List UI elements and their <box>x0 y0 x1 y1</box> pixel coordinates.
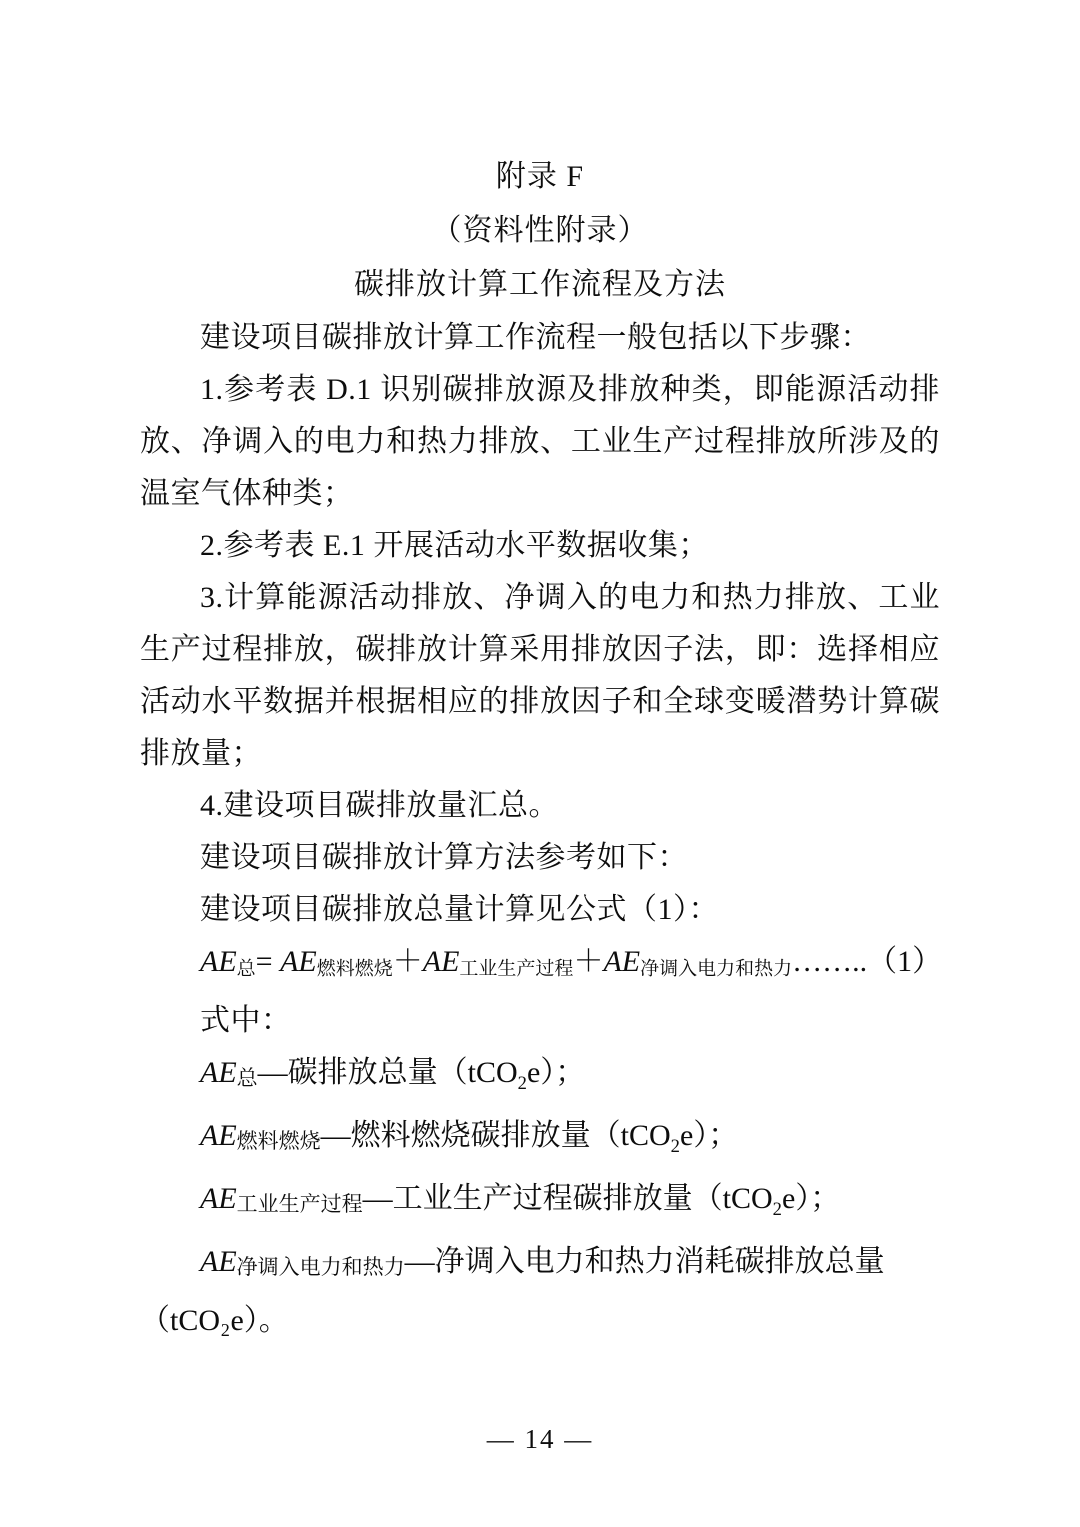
step-4: 4.建设项目碳排放量汇总。 <box>200 789 559 822</box>
definition-dash-total: — <box>257 1056 288 1090</box>
definition-unit-sub-fuel: 2 <box>670 1136 680 1158</box>
definition-dash-power: — <box>404 1245 435 1279</box>
appendix-label: 附录 F <box>495 160 585 193</box>
step-3: 3.计算能源活动排放、净调入的电力和热力排放、工业生产过程排放，碳排放计算采用排放因子法，即：选择相应活动水平数据并根据相应的排放因子和全球变暖潜势计算碳排放量； <box>140 581 940 770</box>
definition-fuel <box>140 1110 940 1173</box>
intro-paragraph: 建设项目碳排放计算工作流程一般包括以下步骤： <box>200 321 871 354</box>
formula-symbol-2: AE <box>280 945 317 978</box>
where-label: 式中： <box>200 1004 292 1038</box>
definition-tail-fuel: e）； <box>679 1119 739 1153</box>
definition-symbol-power: AE <box>200 1245 237 1279</box>
definition-sub-process: 工业生产过程 <box>236 1193 363 1217</box>
definition-dash-fuel: — <box>320 1119 351 1153</box>
definition-text-fuel: 燃料燃烧碳排放量（tCO <box>350 1119 671 1153</box>
definition-tail-process: e）； <box>781 1182 841 1216</box>
formula-sub-total: 总 <box>236 958 256 980</box>
step-1: 1.参考表 D.1 识别碳排放源及排放种类，即能源活动排放、净调入的电力和热力排放、工业生产过程排放所涉及的温室气体种类； <box>140 373 940 510</box>
appendix-type: （资料性附录） <box>431 214 649 247</box>
definition-power <box>140 1236 940 1294</box>
definition-tail-total: e）； <box>526 1056 586 1090</box>
definition-sub-fuel: 燃料燃烧 <box>236 1130 321 1154</box>
definition-symbol-fuel: AE <box>200 1119 237 1153</box>
definition-text-power: 净调入电力和热力消耗碳排放总量 <box>434 1245 885 1279</box>
formula-number: （1） <box>867 945 943 978</box>
formula-dots: …….. <box>792 945 868 978</box>
definition-text-total: 碳排放总量（tCO <box>287 1056 518 1090</box>
formula-intro: 建设项目碳排放总量计算见公式（1）： <box>200 893 719 926</box>
appendix-title: 碳排放计算工作流程及方法 <box>354 268 726 301</box>
definition-symbol-total: AE <box>200 1056 237 1090</box>
formula-sub-power: 净调入电力和热力 <box>640 958 793 980</box>
definition-unit-sub-process: 2 <box>772 1199 782 1221</box>
formula-plus-2: ＋ <box>573 945 604 978</box>
definition-text-process: 工业生产过程碳排放量（tCO <box>392 1182 773 1216</box>
definition-symbol-process: AE <box>200 1182 237 1216</box>
formula-total-emissions <box>140 936 943 995</box>
method-intro: 建设项目碳排放计算方法参考如下： <box>200 841 688 874</box>
formula-sub-process: 工业生产过程 <box>459 958 574 980</box>
definition-sub-total: 总 <box>236 1067 258 1091</box>
formula-symbol-3: AE <box>422 945 460 978</box>
definition-unit-sub-total: 2 <box>517 1073 527 1095</box>
formula-plus-1: ＋ <box>392 945 423 978</box>
definition-power-continuation: （tCO₂e）。 <box>140 1303 289 1337</box>
formula-equals: = <box>255 945 273 978</box>
definition-dash-process: — <box>362 1182 393 1216</box>
formula-sub-fuel: 燃料燃烧 <box>316 958 393 980</box>
page-number: — 14 — <box>486 1424 594 1454</box>
formula-symbol-1: AE <box>200 945 237 978</box>
definition-total <box>140 1047 940 1110</box>
definition-process <box>140 1173 940 1236</box>
formula-symbol-4: AE <box>603 945 641 978</box>
definition-sub-power: 净调入电力和热力 <box>236 1256 405 1280</box>
step-2: 2.参考表 E.1 开展活动水平数据收集； <box>200 529 709 562</box>
